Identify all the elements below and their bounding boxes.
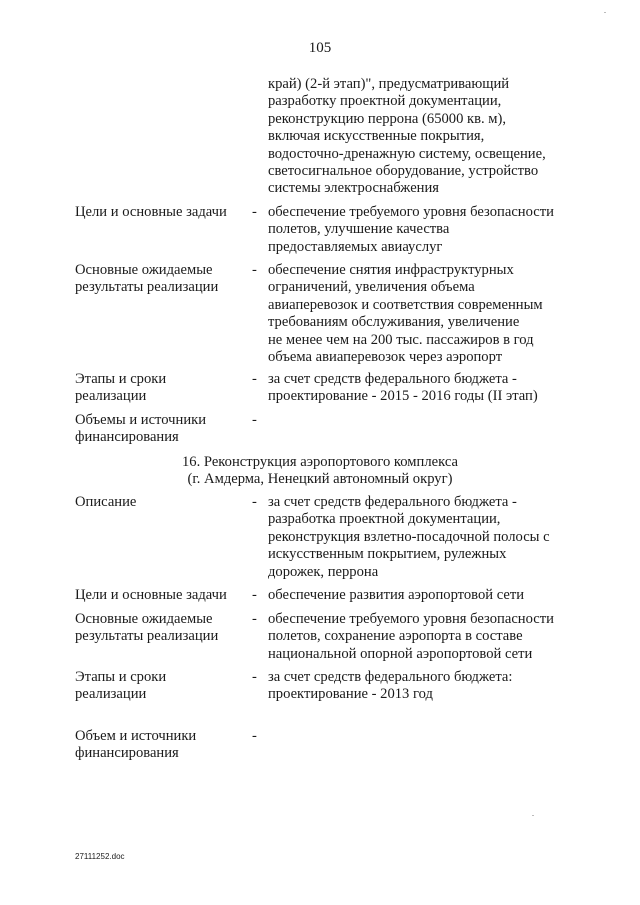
heading-line: 16. Реконструкция аэропортового комплекса	[182, 454, 458, 470]
value-line: требованиям обслуживания, увеличение	[268, 314, 520, 331]
label-line: Цели и основные задачи	[75, 587, 227, 603]
value-line: разработка проектной документации,	[268, 511, 501, 528]
continuation-text	[268, 76, 578, 198]
value-line: полетов, сохранение аэропорта в составе	[268, 628, 523, 645]
row-label	[75, 669, 245, 704]
label-line: Объем и источники	[75, 728, 197, 744]
row-dash: -	[252, 669, 257, 685]
label-line: результаты реализации	[75, 628, 219, 645]
value-line: обеспечение развития аэропортовой сети	[268, 587, 525, 603]
value-line: за счет средств федерального бюджета -	[268, 494, 517, 510]
label-line: результаты реализации	[75, 279, 219, 296]
row-value	[268, 204, 578, 256]
text-line: светосигнальное оборудование, устройство	[268, 163, 539, 180]
row-dash: -	[252, 494, 257, 510]
file-name-footer: 27111252.doc	[75, 852, 125, 861]
label-line: Этапы и сроки	[75, 371, 167, 387]
value-line: не менее чем на 200 тыс. пассажиров в год	[268, 331, 534, 348]
value-line: обеспечение требуемого уровня безопасности	[268, 611, 554, 627]
label-line: Этапы и сроки	[75, 669, 167, 685]
heading-line: (г. Амдерма, Ненецкий автономный округ)	[187, 471, 453, 488]
label-line: финансирования	[75, 429, 179, 446]
value-line: искусственным покрытием, рулежных	[268, 546, 507, 563]
row-label	[75, 728, 245, 763]
scan-speck	[532, 815, 534, 816]
row-value	[268, 669, 578, 704]
value-line: обеспечение снятия инфраструктурных	[268, 262, 514, 278]
row-dash: -	[252, 412, 257, 428]
row-label	[75, 204, 245, 221]
row-value	[268, 494, 578, 581]
value-line: дорожек, перрона	[268, 563, 379, 580]
row-label	[75, 611, 245, 646]
value-line: предоставляемых авиауслуг	[268, 238, 443, 255]
label-line: реализации	[75, 388, 147, 405]
text-line: системы электроснабжения	[268, 180, 440, 197]
value-line: ограничений, увеличения объема	[268, 279, 475, 296]
label-line: Основные ожидаемые	[75, 262, 213, 278]
row-dash: -	[252, 371, 257, 387]
text-line: реконструкцию перрона (65000 кв. м),	[268, 110, 507, 127]
row-label	[75, 587, 245, 604]
row-value	[268, 262, 578, 366]
value-line: за счет средств федерального бюджета:	[268, 669, 513, 685]
scan-speck	[604, 12, 606, 13]
row-value	[268, 587, 578, 604]
value-line: объема авиаперевозок через аэропорт	[268, 349, 503, 366]
value-line: проектирование - 2015 - 2016 годы (II этап)	[268, 388, 538, 405]
label-line: Основные ожидаемые	[75, 611, 213, 627]
row-dash: -	[252, 262, 257, 278]
row-label	[75, 412, 245, 447]
page-number: 105	[308, 40, 332, 56]
label-line: Описание	[75, 494, 137, 510]
row-value	[268, 611, 578, 663]
value-line: проектирование - 2013 год	[268, 686, 433, 703]
value-line: полетов, улучшение качества	[268, 221, 450, 238]
label-line: Цели и основные задачи	[75, 204, 227, 220]
row-dash: -	[252, 587, 257, 603]
section-heading	[0, 454, 640, 489]
row-label	[75, 494, 245, 511]
row-value	[268, 371, 578, 406]
value-line: обеспечение требуемого уровня безопасности	[268, 204, 554, 220]
row-dash: -	[252, 204, 257, 220]
label-line: Объемы и источники	[75, 412, 207, 428]
row-label	[75, 371, 245, 406]
text-line: включая искусственные покрытия,	[268, 128, 485, 145]
row-dash: -	[252, 611, 257, 627]
value-line: реконструкция взлетно-посадочной полосы с	[268, 528, 550, 545]
label-line: финансирования	[75, 745, 179, 762]
row-label	[75, 262, 245, 297]
row-dash: -	[252, 728, 257, 744]
value-line: за счет средств федерального бюджета -	[268, 371, 517, 387]
text-line: водосточно-дренажную систему, освещение,	[268, 145, 546, 162]
text-line: край) (2-й этап)", предусматривающий	[268, 76, 510, 92]
value-line: авиаперевозок и соответствия современным	[268, 296, 543, 313]
label-line: реализации	[75, 686, 147, 703]
text-line: разработку проектной документации,	[268, 93, 502, 110]
value-line: национальной опорной аэропортовой сети	[268, 645, 533, 662]
